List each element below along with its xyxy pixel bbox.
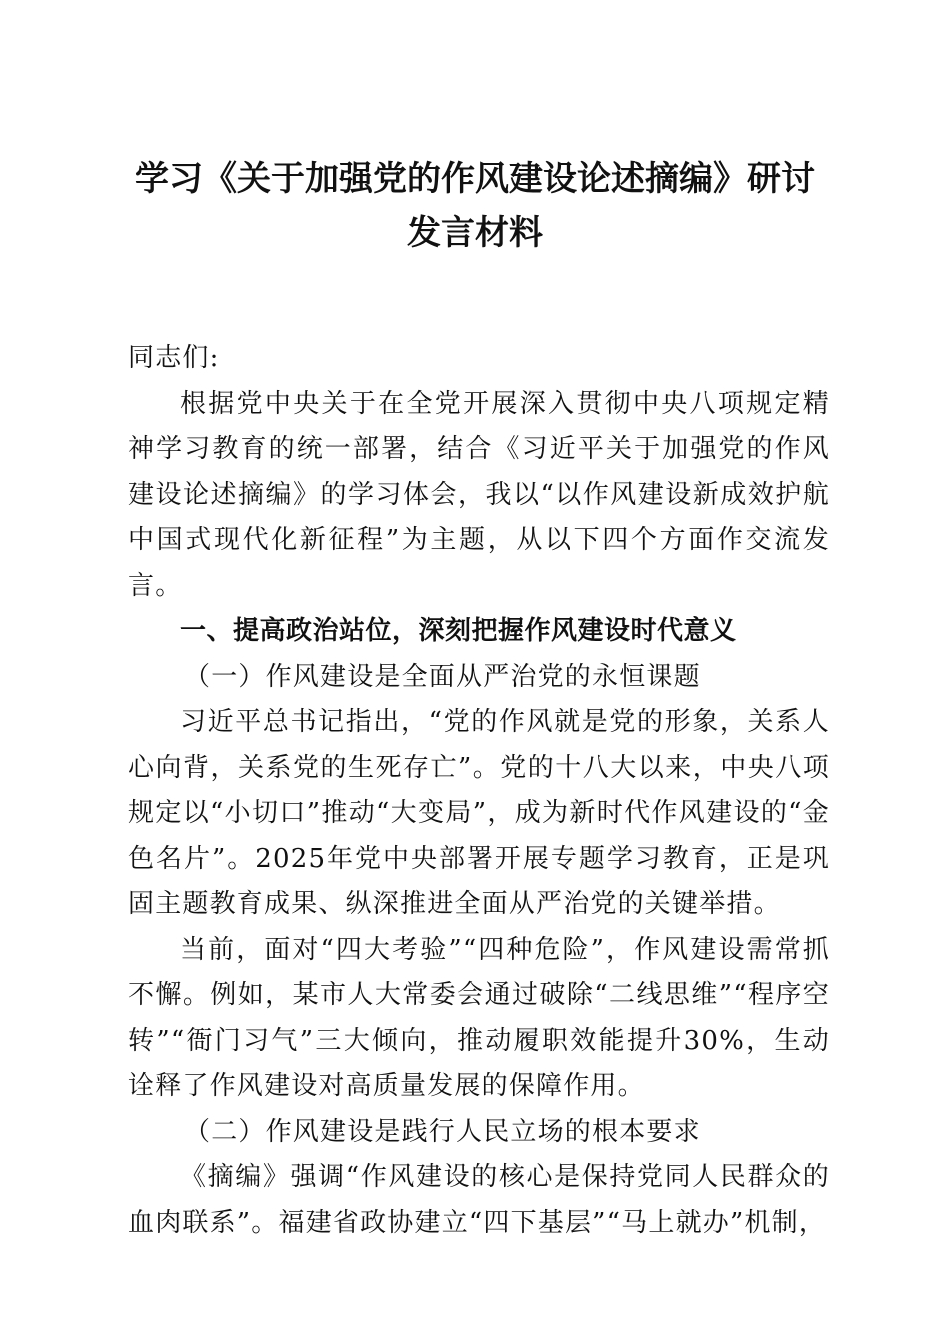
section-heading-1: 一、提高政治站位，深刻把握作风建设时代意义 bbox=[180, 616, 737, 646]
body-paragraph: 当前，面对“四大考验”“四种危险”，作风建设需常抓不懈。例如，某市人大常委会通过破除“二线思维”“程序空转”“衙门习气”三大倾向，推动履职效能提升30%，生动诠释了作风建设对高质量发展的保障作用。 bbox=[128, 934, 830, 1101]
intro-paragraph: 根据党中央关于在全党开展深入贯彻中央八项规定精神学习教育的统一部署，结合《习近平关于加强党的作风建设论述摘编》的学习体会，我以“以作风建设新成效护航中国式现代化新征程”为主题，从以下四个方面作交流发言。 bbox=[128, 388, 830, 601]
document-body bbox=[128, 336, 830, 1246]
document-title: 学习《关于加强党的作风建设论述摘编》研讨发言材料 bbox=[135, 159, 815, 253]
salutation: 同志们: bbox=[128, 343, 220, 373]
body-paragraph: 习近平总书记指出，“党的作风就是党的形象，关系人心向背，关系党的生死存亡”。党的十八大以来，中央八项规定以“小切口”推动“大变局”，成为新时代作风建设的“金色名片”。2025年党中央部署开展专题学习教育，正是巩固主题教育成果、纵深推进全面从严治党的关键举措。 bbox=[128, 707, 830, 919]
subsection-heading-1: （一）作风建设是全面从严治党的永恒课题 bbox=[184, 661, 701, 692]
subsection-heading-2: （二）作风建设是践行人民立场的根本要求 bbox=[184, 1116, 701, 1147]
body-paragraph: 《摘编》强调“作风建设的核心是保持党同人民群众的血肉联系”。福建省政协建立“四下基层”“马上就办”机制， bbox=[128, 1162, 830, 1238]
